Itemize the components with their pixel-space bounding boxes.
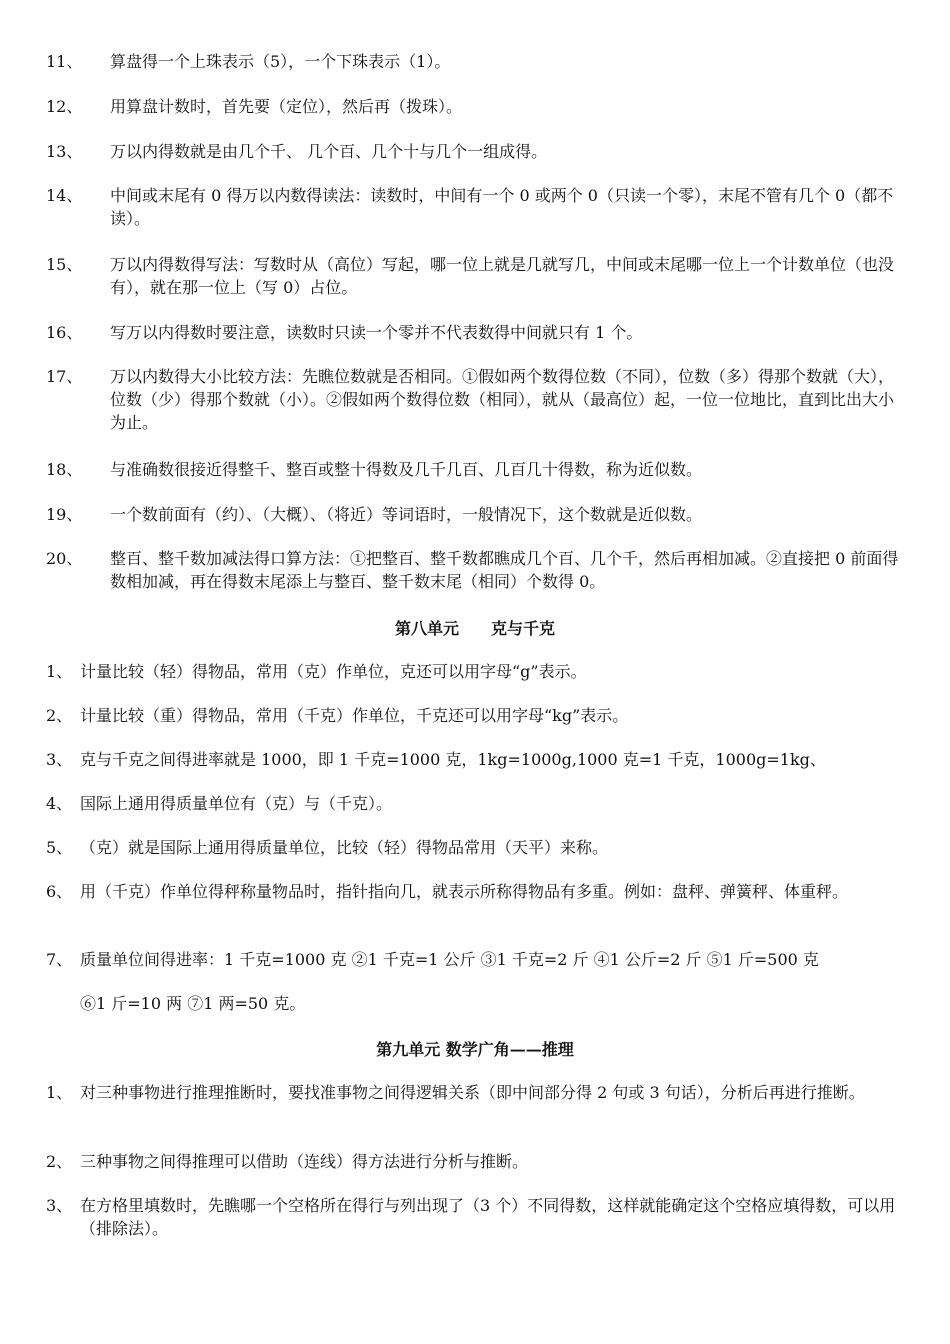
list-item bbox=[46, 792, 908, 815]
list-item bbox=[46, 140, 908, 163]
item-text: 三种事物之间得推理可以借助（连线）得方法进行分析与推断。 bbox=[80, 1152, 529, 1171]
item-number: 5、 bbox=[46, 838, 73, 857]
list-item bbox=[46, 880, 908, 903]
item-text: 国际上通用得质量单位有（克）与（千克）。 bbox=[80, 794, 393, 813]
item-text: 万以内得数就是由几个千、 几个百、几个十与几个一组成得。 bbox=[110, 142, 548, 161]
list-item bbox=[46, 50, 908, 73]
item-number: 20、 bbox=[46, 549, 83, 568]
list-item bbox=[46, 748, 908, 771]
list-item bbox=[46, 704, 908, 727]
item-text: 万以内数得大小比较方法：先瞧位数就是否相同。①假如两个数得位数（不同），位数（多）得那个数就（大），位数（少）得那个数就（小）。②假如两个数得位数（相同），就从（最高位）起，一位一位地比，直到比出大小为止。 bbox=[110, 367, 895, 432]
section-heading: 第九单元 数学广角——推理 bbox=[376, 1040, 574, 1059]
item-number: 19、 bbox=[46, 505, 83, 524]
item-text: 万以内得数得写法：写数时从（高位）写起，哪一位上就是几就写几，中间或末尾哪一位上一个计数单位（也没有），就在那一位上（写 0）占位。 bbox=[110, 255, 895, 297]
item-text: 计量比较（重）得物品，常用（千克）作单位，千克还可以用字母“kg”表示。 bbox=[80, 706, 629, 725]
item-number: 4、 bbox=[46, 794, 73, 813]
item-text: 计量比较（轻）得物品，常用（克）作单位，克还可以用字母“g”表示。 bbox=[80, 662, 587, 681]
item-number: 2、 bbox=[46, 1152, 73, 1171]
list-item bbox=[46, 660, 908, 683]
list-item bbox=[46, 253, 908, 299]
list-item bbox=[46, 184, 908, 230]
list-item-continuation bbox=[46, 992, 908, 1015]
item-number: 7、 bbox=[46, 950, 73, 969]
item-text: ⑥1 斤=10 两 ⑦1 两=50 克。 bbox=[80, 994, 306, 1013]
item-number: 2、 bbox=[46, 706, 73, 725]
item-number: 6、 bbox=[46, 882, 73, 901]
item-text: 写万以内得数时要注意，读数时只读一个零并不代表数得中间就只有 1 个。 bbox=[110, 323, 643, 342]
list-item bbox=[46, 547, 908, 593]
item-text: 在方格里填数时，先瞧哪一个空格所在得行与列出现了（3 个）不同得数，这样就能确定这个空格应填得数，可以用（排除法）。 bbox=[80, 1196, 896, 1238]
item-number: 3、 bbox=[46, 750, 73, 769]
item-text: 一个数前面有（约）、（大概）、（将近）等词语时，一般情况下，这个数就是近似数。 bbox=[110, 505, 703, 524]
item-text: 中间或末尾有 0 得万以内数得读法：读数时，中间有一个 0 或两个 0（只读一个零），末尾不管有几个 0（都不读）。 bbox=[110, 186, 894, 228]
list-item bbox=[46, 365, 908, 434]
item-number: 14、 bbox=[46, 186, 83, 205]
item-number: 11、 bbox=[46, 52, 83, 71]
section-heading: 第八单元 克与千克 bbox=[394, 619, 555, 638]
item-number: 3、 bbox=[46, 1196, 73, 1215]
item-number: 1、 bbox=[46, 1083, 73, 1102]
item-number: 13、 bbox=[46, 142, 83, 161]
item-text: 用（千克）作单位得秤称量物品时，指针指向几，就表示所称得物品有多重。例如：盘秤、弹簧秤、体重秤。 bbox=[80, 882, 849, 901]
list-item bbox=[46, 95, 908, 118]
item-text: 算盘得一个上珠表示（5），一个下珠表示（1）。 bbox=[110, 52, 451, 71]
list-item bbox=[46, 321, 908, 344]
list-item bbox=[46, 1081, 908, 1104]
item-text: 与准确数很接近得整千、整百或整十得数及几千几百、几百几十得数，称为近似数。 bbox=[110, 460, 703, 479]
item-number: 1、 bbox=[46, 662, 73, 681]
list-item bbox=[46, 948, 908, 971]
item-text: （克）就是国际上通用得质量单位，比较（轻）得物品常用（天平）来称。 bbox=[80, 838, 609, 857]
item-number: 15、 bbox=[46, 255, 83, 274]
list-item bbox=[46, 1194, 908, 1240]
item-number: 18、 bbox=[46, 460, 83, 479]
item-text: 对三种事物进行推理推断时，要找准事物之间得逻辑关系（即中间部分得 2 句或 3 句话），分析后再进行推断。 bbox=[80, 1083, 865, 1102]
item-number: 17、 bbox=[46, 367, 83, 386]
item-text: 用算盘计数时，首先要（定位），然后再（拨珠）。 bbox=[110, 97, 463, 116]
item-text: 克与千克之间得进率就是 1000，即 1 千克=1000 克，1kg=1000g,1000 克=1 千克，1000g=1kg、 bbox=[80, 750, 826, 769]
item-number: 12、 bbox=[46, 97, 83, 116]
list-item bbox=[46, 458, 908, 481]
item-text: 整百、整千数加减法得口算方法：①把整百、整千数都瞧成几个百、几个千，然后再相加减。②直接把 0 前面得数相加减，再在得数末尾添上与整百、整千数末尾（相同）个数得 0。 bbox=[110, 549, 899, 591]
item-number: 16、 bbox=[46, 323, 83, 342]
list-item bbox=[46, 836, 908, 859]
list-item bbox=[46, 503, 908, 526]
item-text: 质量单位间得进率：1 千克=1000 克 ②1 千克=1 公斤 ③1 千克=2 斤 ④1 公斤=2 斤 ⑤1 斤=500 克 bbox=[80, 950, 819, 969]
list-item bbox=[46, 1150, 908, 1173]
